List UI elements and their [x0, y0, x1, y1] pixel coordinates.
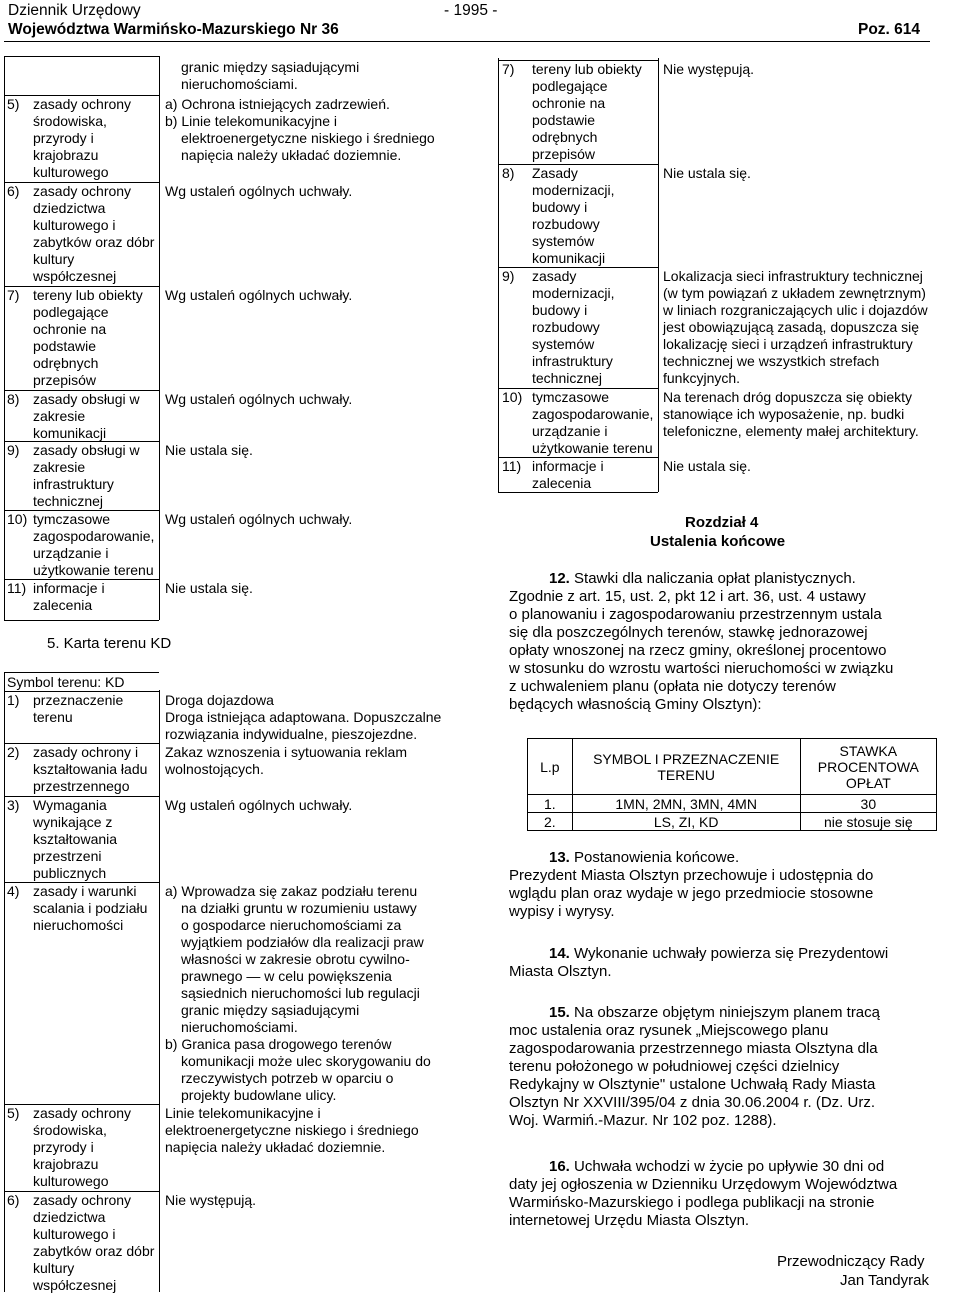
row-label: informacje i zalecenia — [33, 580, 105, 613]
row-separator — [4, 286, 159, 287]
row-number: 10) — [7, 511, 28, 527]
row-value: Nie ustala się. — [663, 165, 751, 181]
row-number: 1) — [7, 692, 20, 708]
row-value: Na terenach dróg dopuszcza się obiekty stanowiące ich wyposażenie, np. budki telefoniczne, elementy małej architektury. — [663, 389, 919, 439]
row-separator — [4, 882, 159, 883]
row-number: 9) — [7, 442, 20, 458]
row-separator — [498, 457, 658, 458]
chapter-subtitle: Ustalenia końcowe — [650, 533, 786, 550]
row-separator — [4, 1104, 159, 1105]
row-label: przeznaczenie terenu — [33, 692, 124, 725]
row-value: Linie telekomunikacyjne i elektroenergetyczne niskiego i średniego napięcia należy układać doziemnie. — [165, 1105, 419, 1155]
header-rule — [4, 41, 930, 42]
row-number: 9) — [502, 268, 515, 284]
table-row — [528, 813, 937, 831]
table-border-top — [4, 56, 159, 57]
paragraph-14: 14. Wykonanie uchwały powierza się Prezydentowi Miasta Olsztyn. — [509, 945, 889, 980]
journal-title: Dziennik Urzędowy — [8, 2, 141, 19]
row-label: tereny lub obiekty podlegające ochronie na podstawie odrębnych przepisów — [33, 287, 143, 388]
row-value: Nie ustala się. — [663, 458, 751, 474]
row-separator — [4, 95, 159, 96]
row-separator — [4, 579, 159, 580]
row-number: 8) — [7, 391, 20, 407]
table-cell: 30 — [800, 795, 936, 813]
kd-border-top — [4, 672, 159, 673]
row-value: Wg ustaleń ogólnych uchwały. — [165, 183, 353, 199]
row-separator — [498, 60, 658, 61]
row-value: Wg ustaleń ogólnych uchwały. — [165, 511, 353, 527]
row-value: a) Wprowadza się zakaz podziału terenu na działki gruntu w rozumieniu ustawy o gospodarce nieruchomościami za wyjątkiem podziałów dla realizacji praw własności w zakresie obrotu cywilno- prawnego — w celu powiększenia sąsiednich nieruchomości lub regulacji granic między sąsiadującymi nieruchomościami. b) Granica pasa drogowego terenów komunikacji może ulec skorygowaniu do rzeczywistych potrzeb w oparciu o projekty budowlane ulicy. — [165, 883, 431, 1103]
row-separator — [4, 441, 159, 442]
row-separator — [4, 182, 159, 183]
row-label: zasady ochrony środowiska, przyrody i krajobrazu kulturowego — [33, 1105, 132, 1189]
fees-header-lp: L.p — [528, 739, 573, 795]
row-label: informacje i zalecenia — [532, 458, 604, 491]
row-separator — [4, 796, 159, 797]
row-number: 11) — [7, 580, 27, 596]
row-separator — [4, 691, 159, 692]
row-number: 7) — [502, 61, 515, 77]
row-separator — [4, 510, 159, 511]
row-number: 11) — [502, 458, 522, 474]
row-value: a) Ochrona istniejących zadrzewień. b) Linie telekomunikacyjne i elektroenergetyczne niskiego i średniego napięcia należy układać doziemnie. — [165, 96, 435, 163]
row-separator — [4, 1191, 159, 1192]
row-label: zasady obsługi w zakresie infrastruktury technicznej — [33, 442, 140, 509]
row-value: Zakaz wznoszenia i sytuowania reklam wolnostojących. — [165, 744, 407, 777]
table-row — [528, 795, 937, 813]
row-number: 5) — [7, 96, 20, 112]
row-value: Nie występują. — [165, 1192, 257, 1208]
table-cell: 2. — [528, 813, 573, 831]
row-value: Nie ustala się. — [165, 442, 253, 458]
table-cell: 1. — [528, 795, 573, 813]
carry-over-text: granic między sąsiadującymi nieruchomościami. — [181, 59, 360, 92]
row-label: zasady i warunki scalania i podziału nieruchomości — [33, 883, 148, 933]
voivodeship-title: Województwa Warmińsko-Mazurskiego Nr 36 — [8, 21, 339, 38]
row-value: Droga dojazdowa Droga istniejąca adaptowana. Dopuszczalne rozwiązania indywidualne, pieszojezdne. — [165, 692, 442, 742]
fees-table — [527, 738, 937, 831]
page-number: - 1995 - — [444, 2, 498, 19]
row-number: 10) — [502, 389, 523, 405]
table-cell: 1MN, 2MN, 3MN, 4MN — [572, 795, 800, 813]
row-label: Zasady modernizacji, budowy i rozbudowy systemów komunikacji — [532, 165, 615, 266]
kd-border-divider — [159, 690, 160, 1292]
kd-border-left — [4, 672, 5, 1292]
kd-heading: 5. Karta terenu KD — [47, 635, 172, 652]
row-value: Wg ustaleń ogólnych uchwały. — [165, 797, 353, 813]
row-separator — [498, 388, 658, 389]
row-label: zasady ochrony dziedzictwa kulturowego i zabytków oraz dóbr kultury współczesnej — [33, 183, 155, 284]
row-label: zasady ochrony dziedzictwa kulturowego i zabytków oraz dóbr kultury współczesnej — [33, 1192, 155, 1293]
paragraph-12: 12. Stawki dla naliczania opłat planistycznych. Zgodnie z art. 15, ust. 2, pkt 12 i art. 36, ust. 4 ustawy o planowaniu i zagospodarowaniu przestrzennym ustala się dla poszczególnych terenów, stawkę jednorazowej opłaty wnoszonej na rzecz gminy, określonej procentowo w stosunku do wzrostu wartości nieruchomości w związku z uchwaleniem planu (opłata nie dotyczy terenów będących własnością Gminy Olsztyn): — [509, 570, 894, 713]
row-label: tereny lub obiekty podlegające ochronie na podstawie odrębnych przepisów — [532, 61, 642, 162]
row-number: 6) — [7, 1192, 20, 1208]
row-number: 6) — [7, 183, 20, 199]
fees-header-symbol: SYMBOL I PRZEZNACZENIE TERENU — [572, 739, 800, 795]
paragraph-13: 13. Postanowienia końcowe. Prezydent Miasta Olsztyn przechowuje i udostępnia do wglądu plan oraz wydaje w jego przedmiocie stosowne wypisy i wyrysy. — [509, 849, 874, 920]
row-number: 7) — [7, 287, 20, 303]
row-label: tymczasowe zagospodarowanie, urządzanie i użytkowanie terenu — [532, 389, 654, 456]
signature-name: Jan Tandyrak — [840, 1272, 929, 1289]
row-separator — [498, 164, 658, 165]
row-number: 3) — [7, 797, 20, 813]
row-label: zasady obsługi w zakresie komunikacji — [33, 391, 140, 441]
kd-symbol: Symbol terenu: KD — [7, 674, 125, 690]
row-label: zasady ochrony i kształtowania ładu przestrzennego — [33, 744, 148, 794]
signature-role: Przewodniczący Rady — [777, 1253, 925, 1270]
table-cell: nie stosuje się — [800, 813, 936, 831]
row-number: 2) — [7, 744, 20, 760]
row-value: Nie ustala się. — [165, 580, 253, 596]
position-number: Poz. 614 — [858, 21, 921, 38]
chapter-title: Rozdział 4 — [685, 514, 759, 531]
row-number: 5) — [7, 1105, 20, 1121]
paragraph-15: 15. Na obszarze objętym niniejszym planem tracą moc ustalenia oraz rysunek „Miejscowego planu zagospodarowania przestrzennego miasta Olsztyna dla terenu położonego w południowej części dzielnicy Redykajny w Olsztynie" ustalone Uchwałą Rady Miasta Olsztyn Nr XXVIII/395/04 z dnia 30.06.2004 r. (Dz. Urz. Woj. Warmiń.-Mazur. Nr 102 poz. 1288). — [509, 1004, 880, 1129]
row-number: 4) — [7, 883, 20, 899]
table-border-divider — [159, 56, 160, 620]
row-value: Nie występują. — [663, 61, 755, 77]
row-separator — [498, 267, 658, 268]
row-value: Lokalizacja sieci infrastruktury technicznej (w tym powiązań z układem zewnętrznym) w liniach rozgraniczających ulic i dojazdów jest obowiązującą zasadą, dopuszcza się lokalizację sieci i urządzeń infrastruktury technicznej we wszystkich strefach funkcyjnych. — [663, 268, 928, 386]
fees-header-row — [528, 739, 937, 795]
table-border-bottom — [4, 620, 159, 621]
row-label: Wymagania wynikające z kształtowania przestrzeni publicznych — [33, 797, 118, 881]
row-label: zasady modernizacji, budowy i rozbudowy systemów infrastruktury technicznej — [532, 268, 615, 386]
paragraph-16: 16. Uchwała wchodzi w życie po upływie 30 dni od daty jej ogłoszenia w Dzienniku Urzędowym Województwa Warmińsko-Mazurskiego i podlega publikacji na stronie internetowej Urzędu Miasta Olsztyn. — [509, 1158, 898, 1229]
row-value: Wg ustaleń ogólnych uchwały. — [165, 287, 353, 303]
table-border-left — [4, 56, 5, 620]
row-number: 8) — [502, 165, 515, 181]
table-cell: LS, ZI, KD — [572, 813, 800, 831]
col2-border-divider — [658, 58, 659, 492]
col2-border-bottom — [498, 492, 658, 493]
col2-border-left — [498, 58, 499, 492]
row-label: tymczasowe zagospodarowanie, urządzanie i użytkowanie terenu — [33, 511, 155, 578]
row-label: zasady ochrony środowiska, przyrody i krajobrazu kulturowego — [33, 96, 132, 180]
row-value: Wg ustaleń ogólnych uchwały. — [165, 391, 353, 407]
fees-header-rate: STAWKA PROCENTOWA OPŁAT — [800, 739, 936, 795]
row-separator — [4, 390, 159, 391]
row-separator — [4, 743, 159, 744]
